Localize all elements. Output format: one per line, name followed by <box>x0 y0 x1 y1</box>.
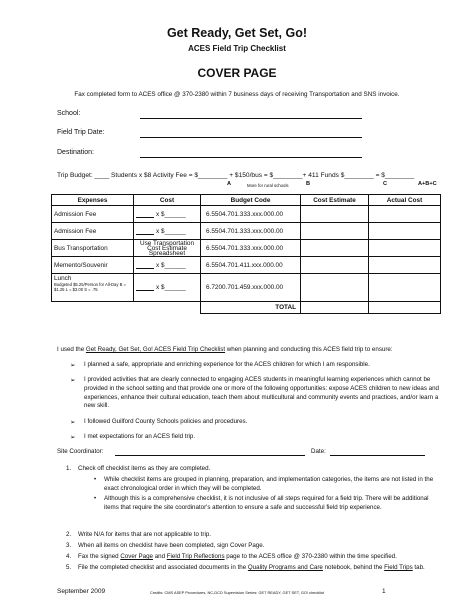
bullet-icon: • <box>94 476 97 483</box>
checklist-intro: I used the Get Ready, Get Set, Go! ACES Field Trip Checklist when planning and conducting this ACES field trip to ensure: <box>57 346 393 353</box>
cover-page-link: Cover Page <box>120 553 153 560</box>
table-row <box>52 223 441 240</box>
header-cost: Cost <box>134 195 201 206</box>
total-cost-estimate-cell[interactable] <box>301 302 369 314</box>
cost-cell[interactable] <box>134 274 201 302</box>
header-cost-estimate: Cost Estimate <box>301 195 369 206</box>
table-row <box>52 257 441 274</box>
destination-field[interactable] <box>140 157 362 158</box>
budget-letter-abc: A+B+C <box>418 181 437 187</box>
expense-cell: Bus Transportation <box>52 240 134 257</box>
checklist-link: Get Ready, Get Set, Go! ACES Field Trip Checklist <box>85 346 226 353</box>
expense-cell: Memento/Souvenir <box>52 257 134 274</box>
site-coordinator-signature-field[interactable] <box>115 455 305 456</box>
actual-cost-cell[interactable] <box>369 274 441 302</box>
actual-cost-cell[interactable] <box>369 240 441 257</box>
school-label: School: <box>57 110 81 117</box>
site-coordinator-label: Site Coordinator: <box>57 448 104 455</box>
field-trips-tab-link: Field Trips <box>384 564 413 571</box>
document-subtitle: ACES Field Trip Checklist <box>188 44 286 53</box>
cost-text: x $______ <box>156 261 186 269</box>
cost-text: x $______ <box>156 284 186 291</box>
field-trip-date-label: Field Trip Date: <box>57 129 105 136</box>
budget-letter-c: C <box>383 181 388 187</box>
fax-instructions: Fax completed form to ACES office @ 370-2380 within 7 business days of receiving Transportation and SNS invoice. <box>74 91 400 98</box>
arrow-icon: ➢ <box>70 434 76 441</box>
table-header-row <box>52 195 441 206</box>
trip-budget-line[interactable]: Trip Budget: ____ Students x $8 Activity Fee = $________ + $150/bus = $________+ 411 Funds $________ = $________ <box>57 172 415 179</box>
total-label: TOTAL <box>201 302 301 314</box>
check-item: I followed Guilford County Schools policies and procedures. <box>84 418 248 425</box>
header-expenses: Expenses <box>52 195 134 206</box>
check-item: I met expectations for an ACES field trip. <box>84 433 196 440</box>
field-trip-reflections-link: Field Trip Reflections <box>166 553 225 560</box>
arrow-icon: ➢ <box>70 419 76 426</box>
cost-estimate-cell[interactable] <box>301 274 369 302</box>
page-number: 1 <box>382 588 386 595</box>
step-1-note: While checklist items are grouped in planning, preparation, and implementation categories, the items are not listed in the exact chronological order in which they will be completed. <box>104 476 434 492</box>
header-actual-cost: Actual Cost <box>369 195 441 206</box>
school-field[interactable] <box>140 118 362 119</box>
cost-cell[interactable] <box>134 223 201 240</box>
cost-estimate-cell[interactable] <box>301 206 369 223</box>
arrow-icon: ➢ <box>70 362 76 369</box>
cost-cell[interactable] <box>134 257 201 274</box>
lunch-expense-cell <box>52 274 134 302</box>
lunch-title: Lunch <box>54 275 72 282</box>
field-trip-date-field[interactable] <box>140 137 362 138</box>
total-actual-cost-cell[interactable] <box>369 302 441 314</box>
bullet-icon: • <box>94 495 97 502</box>
actual-cost-cell[interactable] <box>369 257 441 274</box>
cost-estimate-cell[interactable] <box>301 257 369 274</box>
budget-code-cell: 6.5504.701.333.xxx.000.00 <box>201 223 301 240</box>
check-item: I provided activities that are clearly connected to engaging ACES students in meaningful learning experiences which cannot be provided in the school setting and that provide one or more of the following opportunities: expose ACES children to new ideas and experiences, enhance their cultural education, teach them about multicultural and community events and practices, and/or learn a new skill. <box>84 376 439 410</box>
expense-table <box>51 194 441 314</box>
signature-date-field[interactable] <box>330 455 425 456</box>
cost-cell: Use Transportation Cost Estimate Spreadsheet <box>134 240 201 257</box>
quality-programs-link: Quality Programs and Care <box>247 564 323 571</box>
table-row-lunch <box>52 274 441 302</box>
footer-credits: Credits: CMS ASEP Procedures, NC-DCD Supervision Series: GET READY, GET SET, GO! checklist <box>150 590 324 595</box>
budget-letter-b: B <box>306 181 311 187</box>
expense-cell: Admission Fee <box>52 223 134 240</box>
cost-text: x $______ <box>156 227 186 235</box>
document-title: Get Ready, Get Set, Go! <box>166 26 308 40</box>
expense-cell: Admission Fee <box>52 206 134 223</box>
footer-date: September 2009 <box>57 588 106 595</box>
cost-text: x $______ <box>156 210 186 218</box>
cost-estimate-cell[interactable] <box>301 223 369 240</box>
table-total-row <box>52 302 441 314</box>
header-budget-code: Budget Code <box>201 195 301 206</box>
budget-code-cell: 6.7200.701.459.xxx.000.00 <box>201 274 301 302</box>
cost-cell[interactable] <box>134 206 201 223</box>
check-item: I planned a safe, appropriate and enriching experience for the ACES children for which I am responsible. <box>84 361 370 368</box>
step-1-note: Although this is a comprehensive checklist, it is not inclusive of all steps required for a field trip. There will be additional items that require the site coordinator's attention to ensure a safe and successful field trip experience. <box>104 495 429 511</box>
lunch-detail: Budgeted $5.25/Person for All-Day B = $1.25 L = $3.00 S = .75 <box>54 282 127 292</box>
budget-letter-a: A <box>227 181 232 187</box>
rural-schools-note: More for rural schools <box>247 183 289 188</box>
arrow-icon: ➢ <box>70 377 76 384</box>
budget-code-cell: 6.5504.701.411.xxx.000.00 <box>201 257 301 274</box>
budget-code-cell: 6.5504.701.333.xxx.000.00 <box>201 206 301 223</box>
cover-page-heading: COVER PAGE <box>197 66 277 80</box>
budget-code-cell: 6.5504.701.333.xxx.000.00 <box>201 240 301 257</box>
actual-cost-cell[interactable] <box>369 206 441 223</box>
signature-date-label: Date: <box>311 448 326 455</box>
actual-cost-cell[interactable] <box>369 223 441 240</box>
table-row <box>52 206 441 223</box>
destination-label: Destination: <box>57 149 94 156</box>
cost-estimate-cell[interactable] <box>301 240 369 257</box>
table-row <box>52 240 441 257</box>
